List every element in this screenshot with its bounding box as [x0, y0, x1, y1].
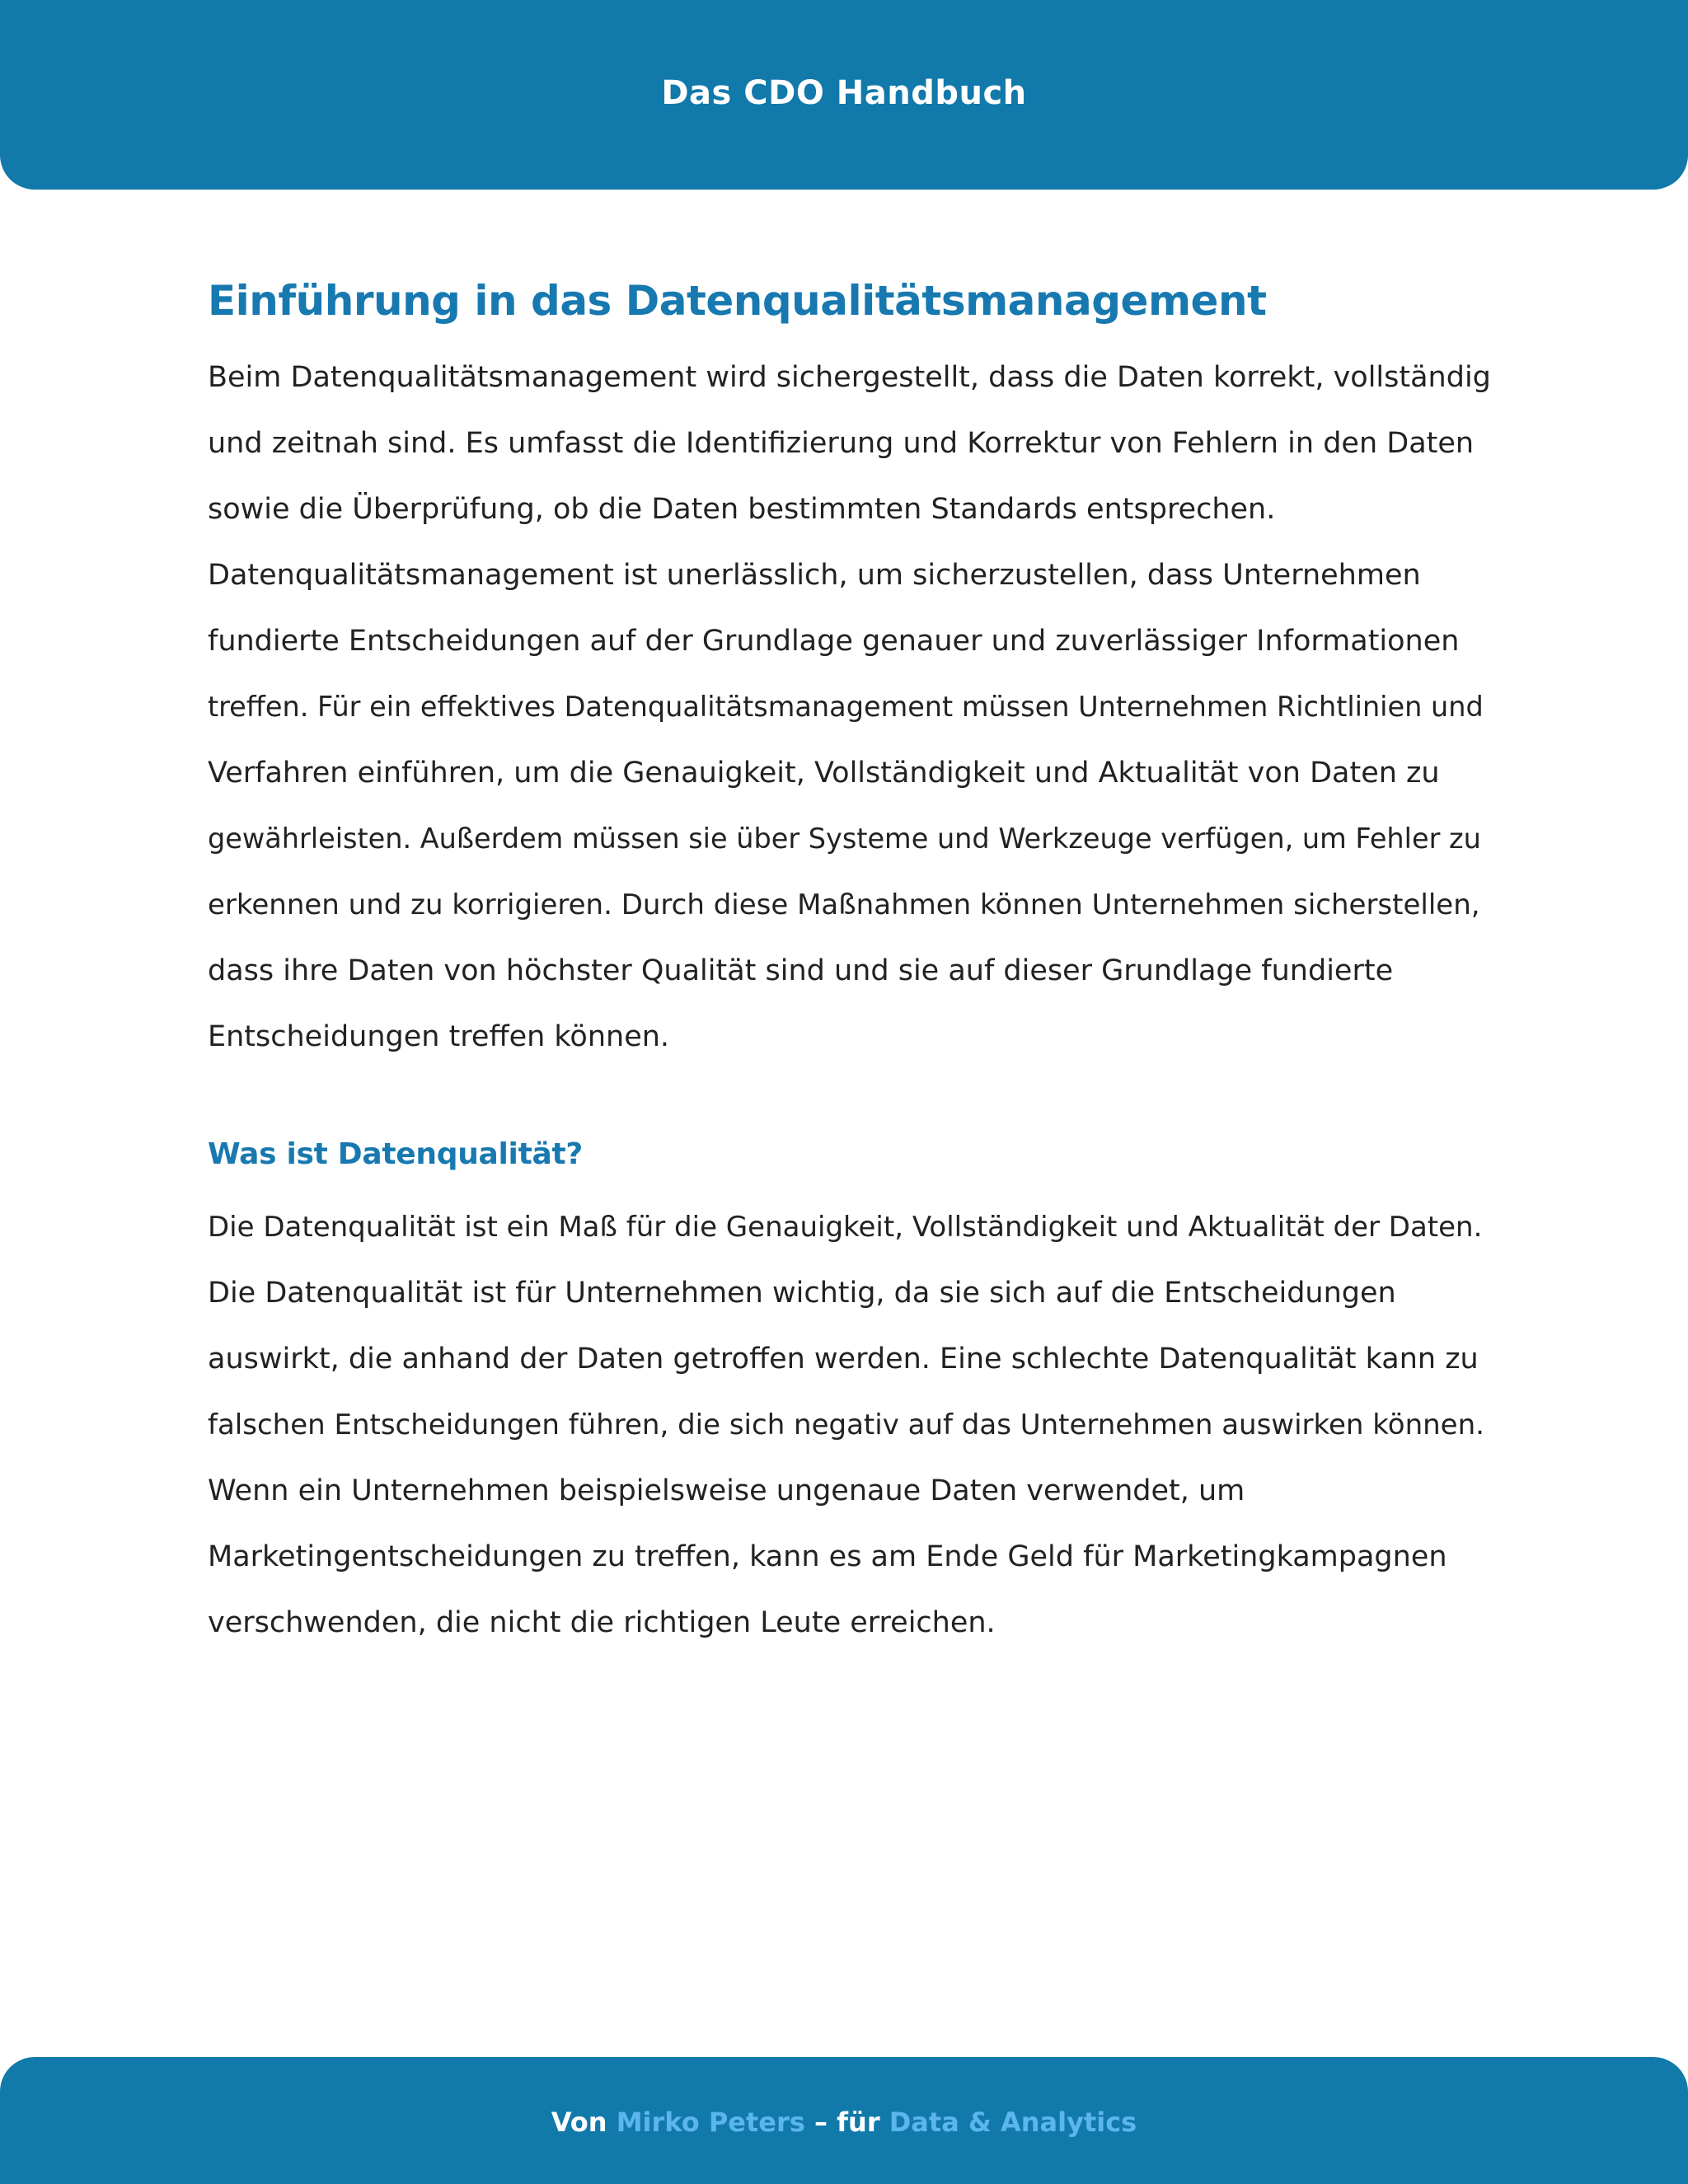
- footer-credit: [551, 2107, 1137, 2138]
- main-content: [208, 272, 1493, 1656]
- paragraph-line: treffen. Für ein effektives Datenqualitätsmanagement müssen Unternehmen Richtlinien und: [208, 691, 1484, 723]
- footer-middle: – für: [804, 2107, 889, 2138]
- paragraph-line: verschwenden, die nicht die richtigen Leute erreichen.: [208, 1606, 996, 1639]
- paragraph-line: falschen Entscheidungen führen, die sich negativ auf das Unternehmen auswirken können.: [208, 1408, 1484, 1441]
- page-footer: [0, 2057, 1688, 2184]
- paragraph-line: Verfahren einführen, um die Genauigkeit, Vollständigkeit und Aktualität von Daten zu: [208, 757, 1440, 790]
- subsection-heading: Was ist Datenqualität?: [208, 1137, 583, 1171]
- paragraph-line: Marketingentscheidungen zu treffen, kann es am Ende Geld für Marketingkampagnen: [208, 1540, 1447, 1573]
- footer-prefix: Von: [551, 2107, 617, 2138]
- paragraph-line: sowie die Überprüfung, ob die Daten bestimmten Standards entsprechen.: [208, 493, 1276, 526]
- paragraph-line: gewährleisten. Außerdem müssen sie über Systeme und Werkzeuge verfügen, um Fehler zu: [208, 823, 1481, 855]
- paragraph-line: auswirkt, die anhand der Daten getroffen werden. Eine schlechte Datenqualität kann zu: [208, 1343, 1479, 1376]
- document-title: Das CDO Handbuch: [661, 74, 1027, 112]
- paragraph-line: fundierte Entscheidungen auf der Grundlage genauer und zuverlässiger Informationen: [208, 625, 1460, 658]
- paragraph-line: Die Datenqualität ist ein Maß für die Genauigkeit, Vollständigkeit und Aktualität der Daten.: [208, 1211, 1483, 1244]
- paragraph-line: Wenn ein Unternehmen beispielsweise ungenaue Daten verwendet, um: [208, 1474, 1245, 1507]
- paragraph-line: Datenqualitätsmanagement ist unerlässlich, um sicherzustellen, dass Unternehmen: [208, 559, 1421, 592]
- paragraph-line: und zeitnah sind. Es umfasst die Identifizierung und Korrektur von Fehlern in den Daten: [208, 427, 1475, 460]
- paragraph-line: Entscheidungen treffen können.: [208, 1020, 670, 1053]
- subsection-paragraph: [208, 1194, 1493, 1656]
- footer-org: Data & Analytics: [889, 2107, 1137, 2138]
- paragraph-line: Die Datenqualität ist für Unternehmen wichtig, da sie sich auf die Entscheidungen: [208, 1277, 1396, 1310]
- footer-author: Mirko Peters: [616, 2107, 805, 2138]
- paragraph-line: dass ihre Daten von höchster Qualität sind und sie auf dieser Grundlage fundierte: [208, 954, 1394, 987]
- section-heading: Einführung in das Datenqualitätsmanagement: [208, 277, 1267, 325]
- paragraph-line: Beim Datenqualitätsmanagement wird sichergestellt, dass die Daten korrekt, vollständig: [208, 361, 1491, 394]
- page-header: [0, 0, 1688, 190]
- section-paragraph: [208, 344, 1493, 1070]
- paragraph-line: erkennen und zu korrigieren. Durch diese Maßnahmen können Unternehmen sicherstellen,: [208, 888, 1480, 921]
